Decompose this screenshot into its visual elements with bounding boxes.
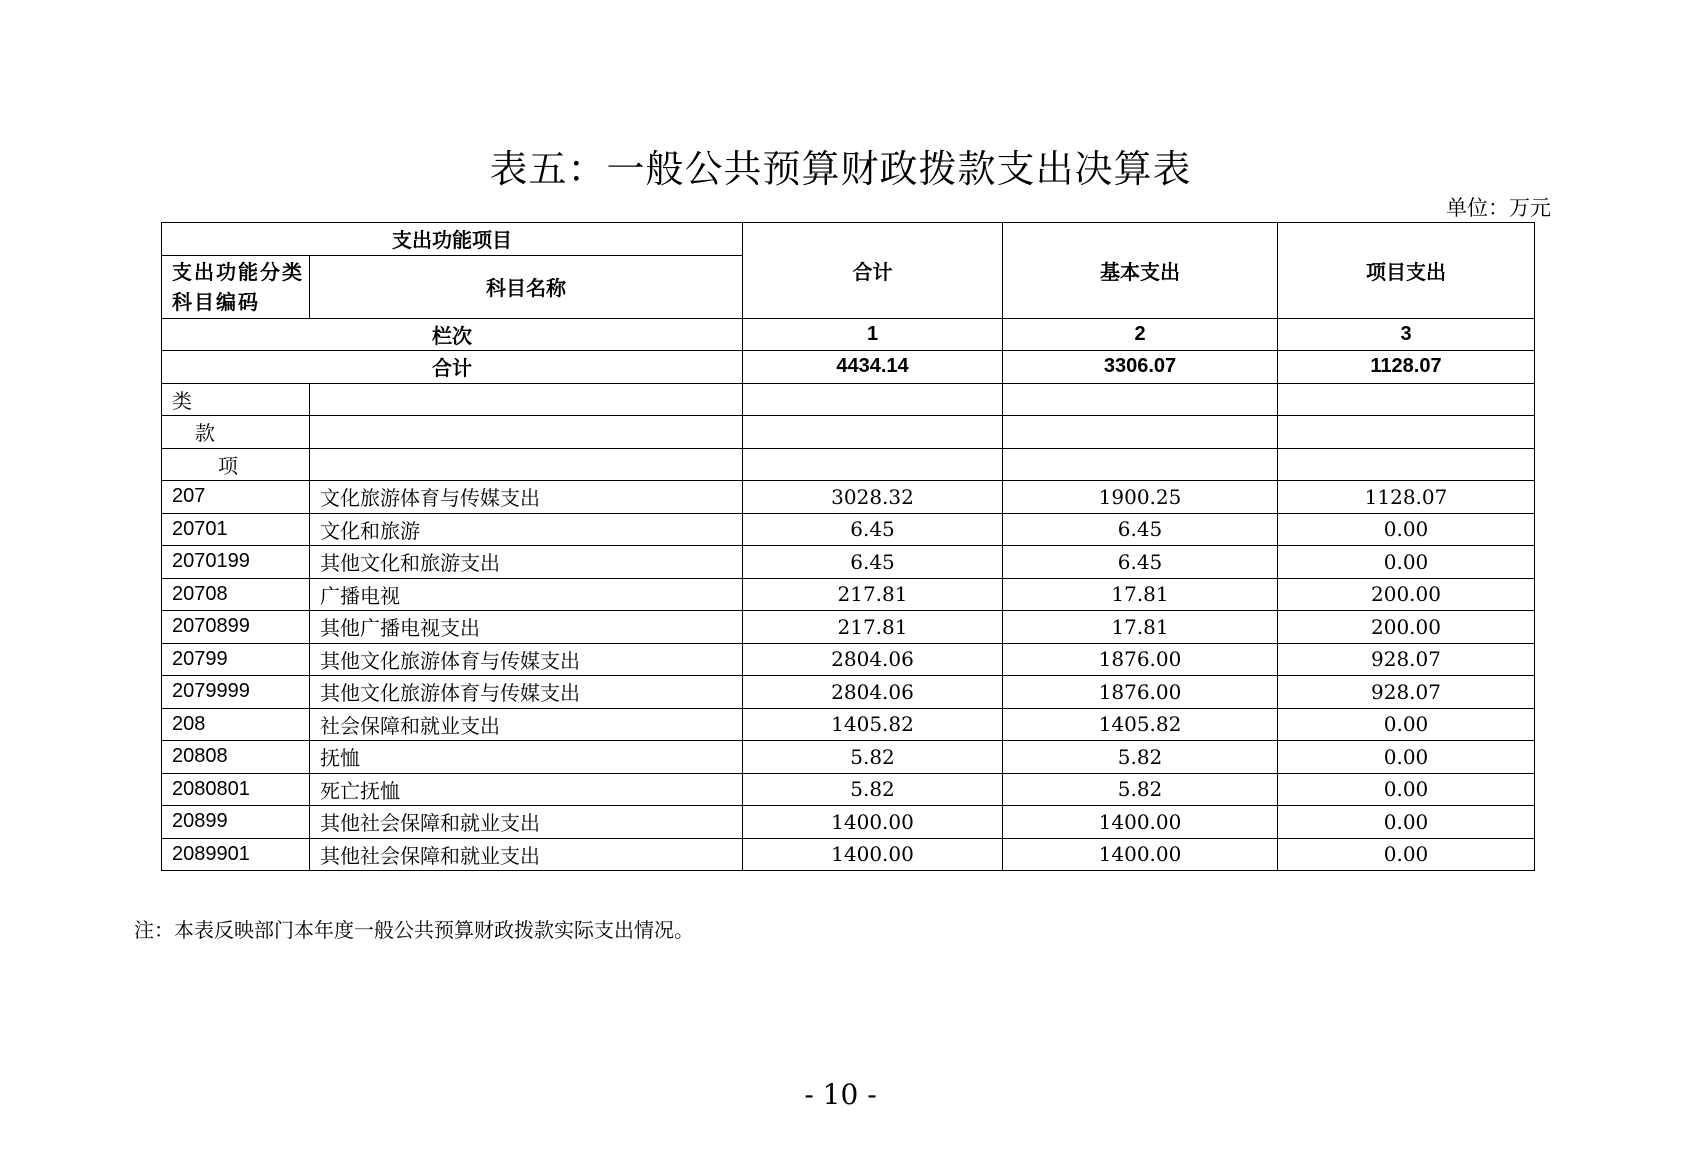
row-basic: 17.81 [1003,611,1278,644]
level-row-lei [162,383,1535,416]
table-row [162,643,1535,676]
row-name: 文化旅游体育与传媒支出 [310,481,743,514]
row-code: 20708 [162,578,310,611]
project-value: 1128.07 [1278,351,1535,384]
row-total: 1405.82 [743,708,1003,741]
row-basic: 6.45 [1003,546,1278,579]
column-1: 1 [743,318,1003,351]
row-code: 2079999 [162,676,310,709]
header-project: 项目支出 [1278,223,1535,319]
row-total: 1400.00 [743,838,1003,871]
header-code: 支出功能分类科目编码 [162,255,310,318]
table-row [162,708,1535,741]
total-value: 4434.14 [743,351,1003,384]
header-group: 支出功能项目 [162,223,743,256]
column-number-row [162,318,1535,351]
level-kuan: 款 [162,416,310,449]
row-name: 其他广播电视支出 [310,611,743,644]
header-row-1 [162,223,1535,256]
row-code: 2080801 [162,773,310,806]
expenditure-table [161,222,1535,871]
row-project: 0.00 [1278,838,1535,871]
row-name: 文化和旅游 [310,513,743,546]
level-row-xiang [162,448,1535,481]
table-row [162,546,1535,579]
page-number: - 10 - [804,1078,877,1111]
row-name: 其他社会保障和就业支出 [310,838,743,871]
total-row [162,351,1535,384]
row-project: 0.00 [1278,741,1535,774]
row-total: 5.82 [743,741,1003,774]
row-basic: 17.81 [1003,578,1278,611]
table-row [162,513,1535,546]
column-label: 栏次 [162,318,743,351]
row-total: 6.45 [743,513,1003,546]
row-code: 2070899 [162,611,310,644]
row-name: 抚恤 [310,741,743,774]
row-name: 广播电视 [310,578,743,611]
basic-value: 3306.07 [1003,351,1278,384]
row-code: 20799 [162,643,310,676]
table-row [162,578,1535,611]
row-total: 5.82 [743,773,1003,806]
row-code: 20899 [162,806,310,839]
total-label: 合计 [162,351,743,384]
row-total: 1400.00 [743,806,1003,839]
row-total: 217.81 [743,578,1003,611]
row-name: 其他文化旅游体育与传媒支出 [310,676,743,709]
row-total: 3028.32 [743,481,1003,514]
row-code: 20808 [162,741,310,774]
row-code: 2070199 [162,546,310,579]
table-row [162,611,1535,644]
column-3: 3 [1278,318,1535,351]
row-project: 200.00 [1278,611,1535,644]
row-basic: 1400.00 [1003,838,1278,871]
level-row-kuan [162,416,1535,449]
row-basic: 5.82 [1003,741,1278,774]
data-rows [162,481,1535,871]
table-row [162,838,1535,871]
row-project: 1128.07 [1278,481,1535,514]
row-name: 其他文化旅游体育与传媒支出 [310,643,743,676]
table-row [162,481,1535,514]
unit-label: 单位：万元 [1446,196,1551,220]
row-name: 其他文化和旅游支出 [310,546,743,579]
row-code: 20701 [162,513,310,546]
page-title: 表五：一般公共预算财政拨款支出决算表 [489,147,1192,191]
row-basic: 6.45 [1003,513,1278,546]
row-basic: 1876.00 [1003,676,1278,709]
row-project: 0.00 [1278,806,1535,839]
row-basic: 1405.82 [1003,708,1278,741]
row-project: 0.00 [1278,773,1535,806]
header-name: 科目名称 [310,255,743,318]
header-total: 合计 [743,223,1003,319]
table-row [162,741,1535,774]
row-total: 6.45 [743,546,1003,579]
column-2: 2 [1003,318,1278,351]
row-total: 217.81 [743,611,1003,644]
row-project: 928.07 [1278,676,1535,709]
row-total: 2804.06 [743,643,1003,676]
row-project: 0.00 [1278,546,1535,579]
row-project: 928.07 [1278,643,1535,676]
row-basic: 1876.00 [1003,643,1278,676]
row-project: 0.00 [1278,708,1535,741]
level-lei: 类 [162,383,310,416]
table-row [162,676,1535,709]
row-code: 207 [162,481,310,514]
row-project: 200.00 [1278,578,1535,611]
row-total: 2804.06 [743,676,1003,709]
row-basic: 1400.00 [1003,806,1278,839]
row-name: 社会保障和就业支出 [310,708,743,741]
row-project: 0.00 [1278,513,1535,546]
row-code: 208 [162,708,310,741]
row-basic: 1900.25 [1003,481,1278,514]
row-code: 2089901 [162,838,310,871]
table-row [162,806,1535,839]
row-name: 其他社会保障和就业支出 [310,806,743,839]
row-basic: 5.82 [1003,773,1278,806]
header-basic: 基本支出 [1003,223,1278,319]
table-row [162,773,1535,806]
level-xiang: 项 [162,448,310,481]
row-name: 死亡抚恤 [310,773,743,806]
footnote: 注：本表反映部门本年度一般公共预算财政拨款实际支出情况。 [134,918,694,942]
